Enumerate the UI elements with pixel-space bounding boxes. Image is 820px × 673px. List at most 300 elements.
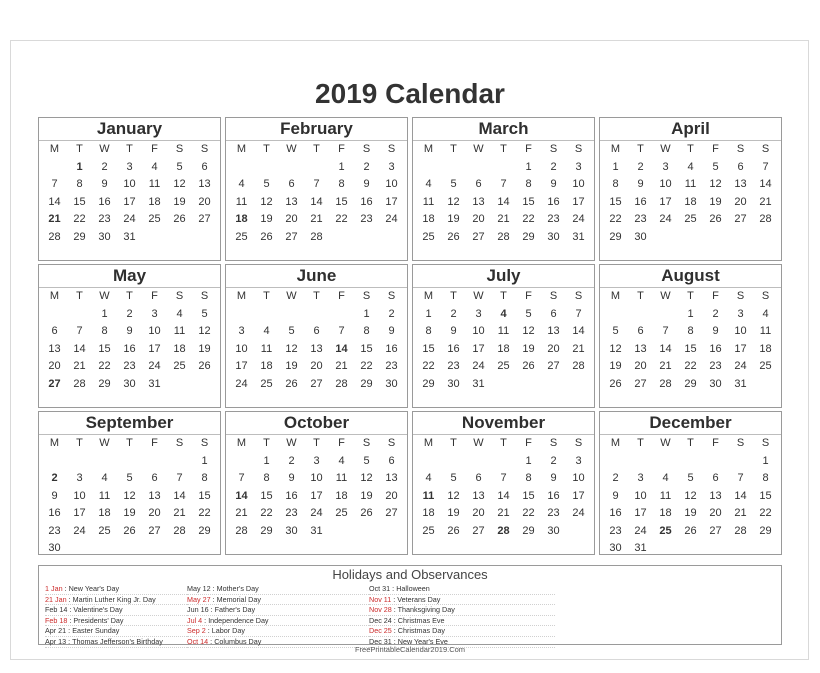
day-cell: 11 [759,325,772,337]
day-cell: 11 [335,472,348,484]
weekday-label: T [450,143,457,155]
weekday-label: M [236,290,247,302]
weekday-label: F [151,437,158,449]
day-cell: 17 [659,195,672,208]
day-cell: 8 [201,472,208,484]
day-cell: 4 [662,472,669,484]
day-cell: 15 [260,489,273,502]
day-cell: 14 [759,178,772,190]
separator: : [67,615,74,625]
day-cell: 12 [609,342,622,355]
weekday-header [600,435,781,453]
day-cell: 14 [173,489,186,502]
weekday-header [226,288,407,306]
day-cell: 23 [547,507,560,519]
holiday-date: May 27 [187,594,211,604]
month-name: March [413,118,594,141]
holiday-name: Labor Day [211,626,245,636]
holidays-title: Holidays and Observances [332,567,488,582]
day-cell: 29 [198,524,211,537]
footer-credit: FreePrintableCalendar2019.Com [354,645,466,654]
day-grid [39,306,220,394]
day-cell: 26 [285,377,298,390]
holiday-name: Valentine's Day [73,605,123,615]
month-name: October [226,412,407,435]
day-cell: 16 [285,489,298,502]
day-cell: 12 [285,342,298,355]
holiday-date: Apr 21 [45,626,67,636]
empty-cell [728,453,753,471]
empty-cell [653,453,678,471]
day-cell: 21 [759,195,772,208]
day-cell: 31 [123,230,136,243]
holiday-row [369,626,555,637]
day-cell: 18 [497,342,510,355]
day-cell: 8 [101,325,108,337]
weekday-label: S [200,437,209,449]
weekday-label: T [450,290,457,302]
day-cell: 21 [659,360,672,372]
empty-cell [254,306,279,324]
day-cell: 16 [123,342,136,355]
empty-cell [167,453,192,471]
weekday-label: T [500,290,507,302]
month-name: November [413,412,594,435]
weekday-header [413,435,594,453]
weekday-header [226,435,407,453]
day-cell: 3 [388,160,395,173]
day-cell: 26 [198,360,211,372]
month-name: January [39,118,220,141]
weekday-label: F [151,290,158,302]
day-cell: 2 [637,160,644,173]
day-cell: 12 [447,195,460,208]
holiday-name: Memorial Day [216,594,261,604]
weekday-header [413,288,594,306]
day-cell: 5 [363,454,370,467]
day-cell: 25 [335,507,348,519]
day-cell: 21 [48,213,61,225]
weekday-label: F [712,290,719,302]
day-cell: 9 [388,325,395,337]
holiday-column [187,584,369,648]
day-cell: 2 [388,307,395,320]
day-cell: 3 [126,160,133,173]
day-cell: 1 [762,454,769,467]
empty-cell [603,306,628,324]
weekday-label: T [126,290,133,302]
day-cell: 30 [285,524,298,537]
day-cell: 7 [338,325,345,337]
day-cell: 25 [260,377,273,390]
separator: : [391,605,398,615]
day-cell: 3 [575,160,582,173]
weekday-label: T [263,437,270,449]
separator: : [202,615,209,625]
day-cell: 10 [148,325,161,337]
weekday-label: F [338,437,345,449]
day-cell: 18 [684,195,697,208]
day-cell: 15 [684,342,697,355]
weekday-header [39,435,220,453]
day-cell: 5 [450,472,457,484]
weekday-label: S [362,290,371,302]
day-cell: 13 [48,342,61,355]
month-november [412,411,595,555]
day-cell: 16 [547,489,560,502]
day-grid [413,453,594,541]
month-july [412,264,595,408]
day-cell: 1 [612,160,619,173]
day-cell: 1 [363,307,370,320]
weekday-label: S [387,290,396,302]
day-cell: 17 [472,342,485,355]
day-cell: 25 [173,360,186,372]
holiday-name: Christmas Eve [397,615,445,625]
day-cell: 1 [201,454,208,467]
day-cell: 7 [662,325,669,337]
separator: : [391,636,398,646]
weekday-label: S [736,437,745,449]
day-cell: 19 [609,360,622,372]
separator: : [391,615,398,625]
weekday-header [600,288,781,306]
holiday-row [369,605,555,616]
holiday-date: Apr 13 [45,636,67,646]
empty-cell [229,306,254,324]
day-cell: 19 [173,195,186,208]
day-cell: 12 [123,489,136,502]
weekday-label: S [175,290,184,302]
day-cell: 1 [76,160,83,173]
day-grid [39,453,220,558]
day-cell: 25 [659,524,672,537]
day-cell: 1 [338,160,345,173]
day-cell: 29 [422,377,435,390]
day-cell: 7 [176,472,183,484]
day-cell: 17 [634,507,647,519]
day-cell: 17 [572,195,585,208]
day-cell: 6 [550,307,557,320]
day-cell: 3 [76,472,83,484]
day-cell: 4 [500,307,507,320]
empty-cell [441,453,466,471]
weekday-label: F [712,437,719,449]
day-cell: 16 [48,507,61,519]
weekday-label: T [263,143,270,155]
weekday-label: W [473,437,484,449]
holiday-column [45,584,187,648]
day-cell: 26 [260,230,273,243]
day-cell: 27 [310,377,323,390]
day-cell: 26 [522,360,535,372]
day-cell: 26 [447,230,460,243]
weekday-label: F [151,143,158,155]
month-name: December [600,412,781,435]
day-cell: 22 [684,360,697,372]
weekday-label: W [99,290,110,302]
empty-cell [229,453,254,471]
day-cell: 12 [260,195,273,208]
empty-cell [229,159,254,177]
weekday-label: S [549,437,558,449]
day-cell: 27 [385,507,398,519]
day-cell: 27 [48,377,61,390]
weekday-label: W [99,437,110,449]
day-cell: 23 [609,524,622,537]
day-cell: 5 [687,472,694,484]
day-grid [600,453,781,558]
day-cell: 8 [263,472,270,484]
holiday-date: Jun 16 [187,605,209,615]
holiday-date: 21 Jan [45,594,67,604]
day-cell: 19 [447,213,460,225]
holiday-name: Independence Day [208,615,269,625]
day-cell: 10 [734,325,747,337]
day-cell: 7 [313,178,320,190]
weekday-label: M [610,143,621,155]
holiday-name: New Year's Eve [397,636,448,646]
day-cell: 23 [48,524,61,537]
day-cell: 1 [101,307,108,320]
day-cell: 6 [313,325,320,337]
day-cell: 2 [51,472,58,484]
day-cell: 19 [260,213,273,225]
weekday-label: S [362,143,371,155]
day-cell: 14 [572,325,585,337]
weekday-label: S [761,143,770,155]
day-cell: 22 [73,213,86,225]
holiday-date: Feb 14 [45,605,68,615]
holiday-date: Oct 14 [187,636,209,646]
month-march [412,117,595,261]
day-cell: 11 [497,325,510,337]
day-cell: 28 [235,524,248,537]
day-cell: 17 [235,360,248,372]
day-cell: 1 [425,307,432,320]
day-cell: 16 [447,342,460,355]
empty-cell [603,453,628,471]
holiday-date: Feb 18 [45,615,68,625]
day-cell: 17 [73,507,86,519]
day-cell: 15 [522,195,535,208]
day-cell: 25 [684,213,697,225]
day-cell: 4 [762,307,769,320]
weekday-label: M [423,143,434,155]
holiday-row [187,616,369,627]
day-cell: 30 [609,542,622,554]
day-grid [226,159,407,247]
day-cell: 23 [634,213,647,225]
day-cell: 29 [759,524,772,537]
day-cell: 6 [712,472,719,484]
empty-cell [117,453,142,471]
day-cell: 25 [98,524,111,537]
day-cell: 16 [609,507,622,519]
day-cell: 13 [285,195,298,208]
day-cell: 25 [422,230,435,243]
day-cell: 28 [48,230,61,243]
weekday-label: S [387,143,396,155]
day-cell: 27 [634,377,647,390]
day-cell: 22 [422,360,435,372]
weekday-label: W [286,143,297,155]
day-cell: 6 [475,472,482,484]
day-cell: 18 [335,489,348,502]
weekday-label: W [660,437,671,449]
separator: : [208,605,215,615]
day-cell: 22 [260,507,273,519]
day-cell: 22 [609,213,622,225]
day-cell: 22 [198,507,211,519]
day-cell: 16 [709,342,722,355]
weekday-label: S [549,143,558,155]
day-cell: 21 [173,507,186,519]
weekday-label: S [200,143,209,155]
day-cell: 12 [173,178,186,190]
month-name: June [226,265,407,288]
empty-cell [67,453,92,471]
day-cell: 4 [263,325,270,337]
day-cell: 24 [73,524,86,537]
day-cell: 18 [98,507,111,519]
empty-cell [254,159,279,177]
day-cell: 11 [235,195,248,208]
day-cell: 26 [173,213,186,225]
holiday-name: Thanksgiving Day [397,605,455,615]
month-january [38,117,221,261]
day-cell: 22 [759,507,772,519]
weekday-label: M [610,437,621,449]
day-grid [600,306,781,394]
day-cell: 31 [572,230,585,243]
day-cell: 30 [48,542,61,554]
weekday-label: M [423,290,434,302]
day-cell: 18 [260,360,273,372]
day-cell: 18 [422,213,435,225]
day-cell: 11 [148,178,161,190]
weekday-label: S [175,437,184,449]
day-cell: 26 [447,524,460,537]
weekday-label: M [423,437,434,449]
day-cell: 10 [235,342,248,355]
day-cell: 29 [260,524,273,537]
empty-cell [653,306,678,324]
empty-cell [92,453,117,471]
day-grid [413,159,594,247]
day-cell: 1 [263,454,270,467]
day-cell: 28 [73,377,86,390]
day-cell: 19 [360,489,373,502]
day-cell: 20 [285,213,298,225]
day-cell: 13 [310,342,323,355]
holiday-name: Presidents' Day [73,615,124,625]
day-cell: 18 [173,342,186,355]
day-cell: 27 [472,230,485,243]
day-cell: 23 [360,213,373,225]
day-cell: 16 [360,195,373,208]
day-cell: 31 [734,377,747,390]
day-cell: 2 [126,307,133,320]
day-cell: 8 [76,178,83,190]
day-cell: 22 [522,507,535,519]
day-cell: 19 [522,342,535,355]
holiday-row [369,584,555,595]
day-cell: 3 [637,472,644,484]
day-cell: 5 [176,160,183,173]
day-cell: 13 [634,342,647,355]
holiday-date: 1 Jan [45,584,63,593]
day-cell: 13 [547,325,560,337]
day-cell: 11 [659,489,672,502]
day-cell: 30 [709,377,722,390]
day-cell: 5 [263,178,270,190]
day-cell: 21 [310,213,323,225]
day-cell: 20 [472,507,485,519]
day-cell: 1 [687,307,694,320]
month-april [599,117,782,261]
day-cell: 13 [148,489,161,502]
day-cell: 3 [238,325,245,337]
day-cell: 13 [734,178,747,190]
day-cell: 8 [687,325,694,337]
empty-cell [628,306,653,324]
weekday-label: W [660,290,671,302]
day-cell: 23 [285,507,298,519]
weekday-label: T [313,437,320,449]
weekday-label: T [263,290,270,302]
day-cell: 2 [363,160,370,173]
holiday-name: Mother's Day [216,584,259,593]
day-cell: 8 [425,325,432,337]
day-cell: 9 [288,472,295,484]
day-cell: 27 [734,213,747,225]
weekday-label: S [574,143,583,155]
day-cell: 21 [335,360,348,372]
day-cell: 23 [709,360,722,372]
day-cell: 15 [422,342,435,355]
day-cell: 9 [612,489,619,502]
day-cell: 6 [51,325,58,337]
day-cell: 16 [547,195,560,208]
separator: : [391,626,398,636]
day-cell: 2 [550,160,557,173]
day-cell: 31 [148,377,161,390]
day-cell: 31 [634,542,647,554]
empty-cell [304,159,329,177]
holiday-date: Jul 4 [187,615,203,625]
month-august [599,264,782,408]
empty-cell [329,306,354,324]
day-cell: 9 [637,178,644,190]
day-cell: 3 [475,307,482,320]
holiday-date: Dec 24 [369,615,392,625]
day-cell: 2 [288,454,295,467]
weekday-label: T [76,437,83,449]
weekday-label: M [49,437,60,449]
holiday-date: Oct 31 [369,584,391,593]
day-cell: 20 [634,360,647,372]
day-cell: 9 [51,489,58,502]
day-cell: 1 [525,454,532,467]
day-cell: 21 [235,507,248,519]
month-name: May [39,265,220,288]
day-cell: 11 [173,325,186,337]
day-cell: 3 [575,454,582,467]
day-cell: 13 [709,489,722,502]
separator: : [66,626,73,636]
weekday-label: F [525,143,532,155]
